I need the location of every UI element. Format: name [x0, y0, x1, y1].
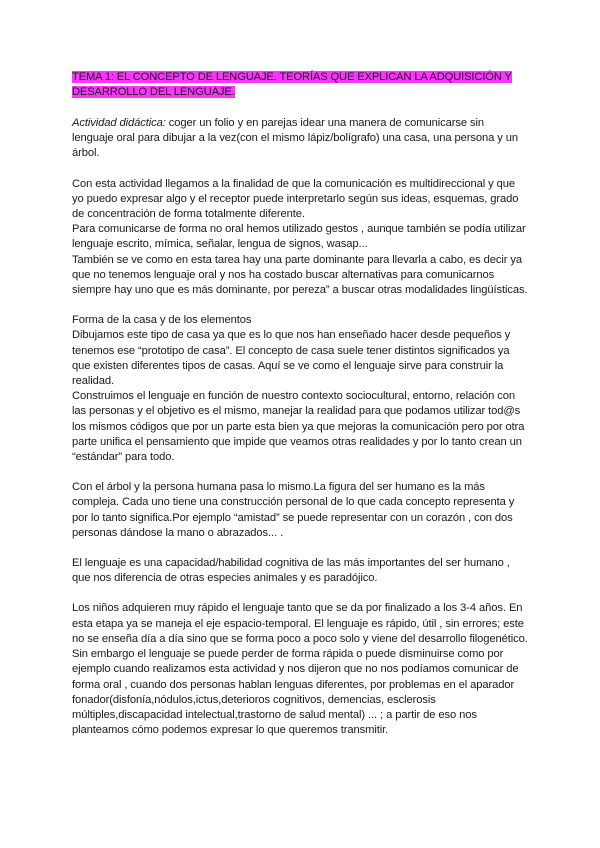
paragraph-arbol-persona: Con el árbol y la persona humana pasa lo mismo.La figura del ser humano es la más compleja. Cada uno tiene una construcción personal de lo que cada concepto representa y por lo tanto significa.Por ejemplo “amistad” se puede representar con un corazón , con dos personas dándose la mano o abrazados... . — [72, 481, 515, 539]
paragraph-dominante: También se ve como en esta tarea hay una parte dominante para llevarla a cabo, es decir ya que no tenemos lenguaje oral y nos ha costado buscar alternativas para comunicarnos siempre hay uno que es más dominante, por pereza” a buscar otras modalidades lingüísticas. — [72, 253, 528, 297]
title-highlight: TEMA 1: EL CONCEPTO DE LENGUAJE. TEORÍAS QUE EXPLICAN LA ADQUISICIÓN Y DESARROLLO DEL LENGUAJE. — [72, 71, 512, 98]
document-title — [72, 70, 528, 100]
activity-paragraph — [72, 116, 528, 162]
paragraph-ninos: Los niños adquieren muy rápido el lenguaje tanto que se da por finalizado a los 3-4 años. En esta etapa ya se maneja el eje espacio-temporal. El lenguaje es rápido, útil , sin errores; este no se enseña día a día sino que se forma poco a poco solo y viene del desarrollo filogenético. Sin embargo el lenguaje se puede perder de forma rápida o puede disminuirse como por ejemplo cuando realizamos esta actividad y nos dijeron que no nos podíamos comunicar de forma oral , cuando dos personas hablan lenguas diferentes, por problemas en el aparador fonador(disfonía,nódulos,ictus,deterioros cognitivos, demencias, esclerosis múltiples,discapacidad intelectual,trastorno de salud mental) ... ; a partir de eso nos planteamos cómo podemos expresar lo que queremos transmitir. — [72, 602, 528, 737]
paragraph-casa: Dibujamos este tipo de casa ya que es lo que nos han enseñado hacer desde pequeños y tenemos ese “prototipo de casa”. El concepto de casa suele tener distintos significados ya que existen diferentes tipos de casas. Aquí se ve como el lenguaje sirve para construir la realidad. — [72, 329, 511, 388]
activity-label: Actividad didáctica: — [72, 117, 166, 129]
section-heading-casa: Forma de la casa y de los elementos — [72, 314, 252, 327]
activity-text: coger un folio y en parejas idear una manera de comunicarse sin lenguaje oral para dibujar a la vez(con el mismo lápiz/bolígrafo) una casa, una persona y un árbol. — [72, 117, 519, 160]
paragraph-finalidad: Con esta actividad llegamos a la finalidad de que la comunicación es multidireccional y que yo puedo expresar algo y el receptor puede interpretarlo según sus ideas, esquemas, grado de concentración de forma totalmente diferente. — [72, 177, 519, 221]
paragraph-contexto: Construimos el lenguaje en función de nuestro contexto sociocultural, entorno, relación con las personas y el objetivo es el mismo, manejar la realidad para que podamos utilizar tod@s los mismos códigos que por un parte esta bien ya que mejoras la comunicación pero por otra parte unifica el pensamiento que impide que veamos otras realidades y por lo tanto crean un “estándar” para todo. — [72, 390, 525, 464]
paragraph-no-oral: Para comunicarse de forma no oral hemos utilizado gestos , aunque también se podía utilizar lenguaje escrito, mímica, señalar, lengua de signos, wasap... — [72, 223, 526, 251]
paragraph-capacidad: El lenguaje es una capacidad/habilidad cognitiva de las más importantes del ser humano , que nos diferencia de otras especies animales y es paradójico. — [72, 557, 510, 585]
